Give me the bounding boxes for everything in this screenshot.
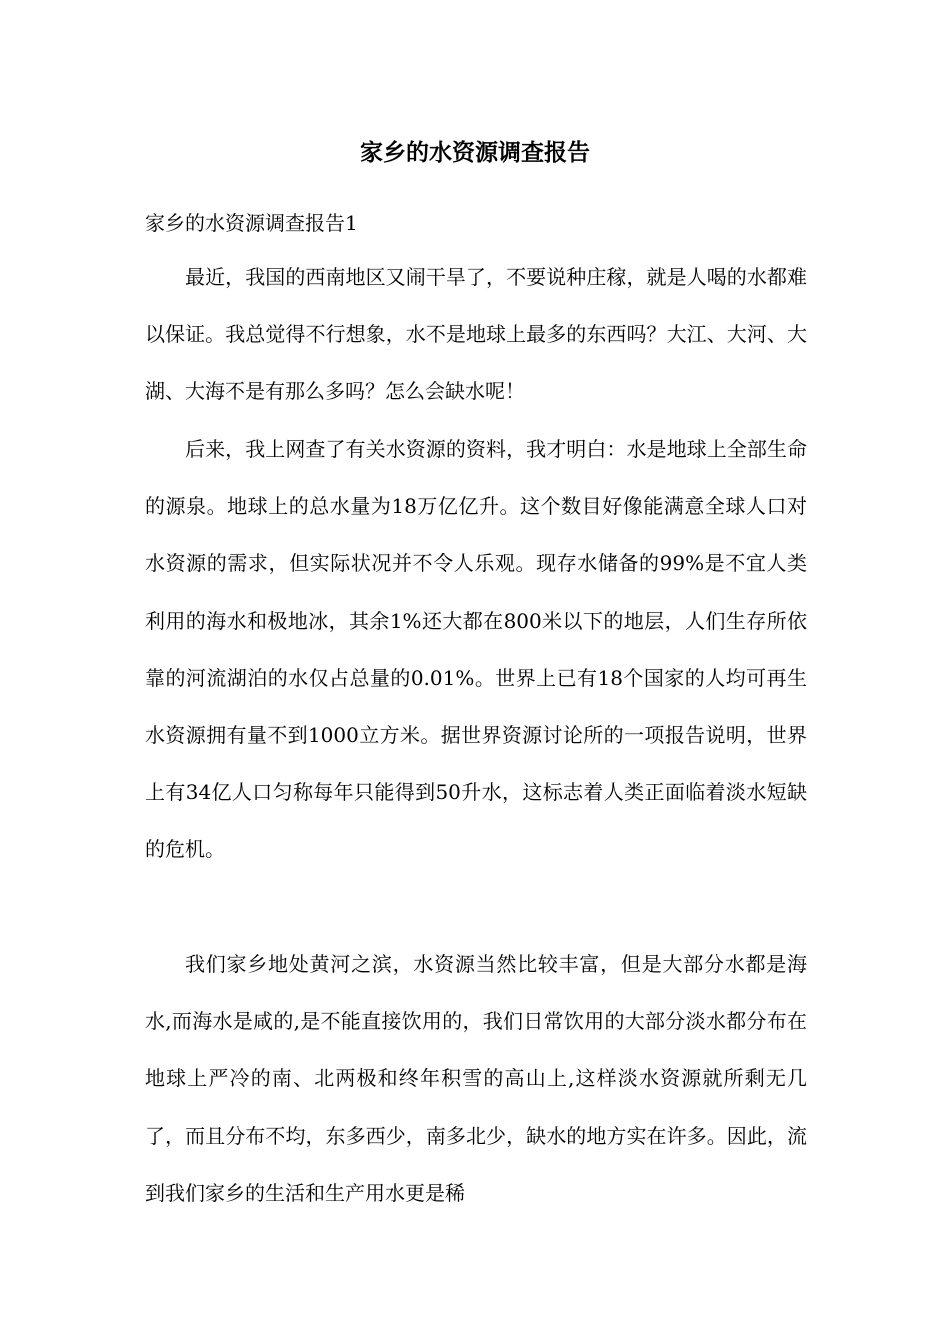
document-title: 家乡的水资源调查报告 — [360, 139, 590, 166]
paragraph-2: 后来，我上网查了有关水资源的资料，我才明白：水是地球上全部生命的源泉。地球上的总水量为18万亿亿升。这个数目好像能满意全球人口对水资源的需求，但实际状况并不令人乐观。现存水储备的99%是不宜人类利用的海水和极地冰，其余1%还大都在800米以下的地层，人们生存所依靠的河流湖泊的水仅占总量的0.01%。世界上已有18个国家的人均可再生水资源拥有量不到1000立方米。据世界资源讨论所的一项报告说明，世界上有34亿人口匀称每年只能得到50升水，这标志着人类正面临着淡水短缺的危机。 — [145, 437, 807, 862]
paragraph-3: 我们家乡地处黄河之滨，水资源当然比较丰富，但是大部分水都是海水,而海水是咸的,是不能直接饮用的，我们日常饮用的大部分淡水都分布在地球上严冷的南、北两极和终年积雪的高山上,这样淡水资源就所剩无几了，而且分布不均，东多西少，南多北少，缺水的地方实在许多。因此，流到我们家乡的生活和生产用水更是稀 — [145, 952, 807, 1205]
section-heading: 家乡的水资源调查报告1 — [145, 211, 358, 235]
paragraph-1: 最近，我国的西南地区又闹干旱了，不要说种庄稼，就是人喝的水都难以保证。我总觉得不行想象，水不是地球上最多的东西吗？大江、大河、大湖、大海不是有那么多吗？怎么会缺水呢！ — [145, 265, 807, 404]
